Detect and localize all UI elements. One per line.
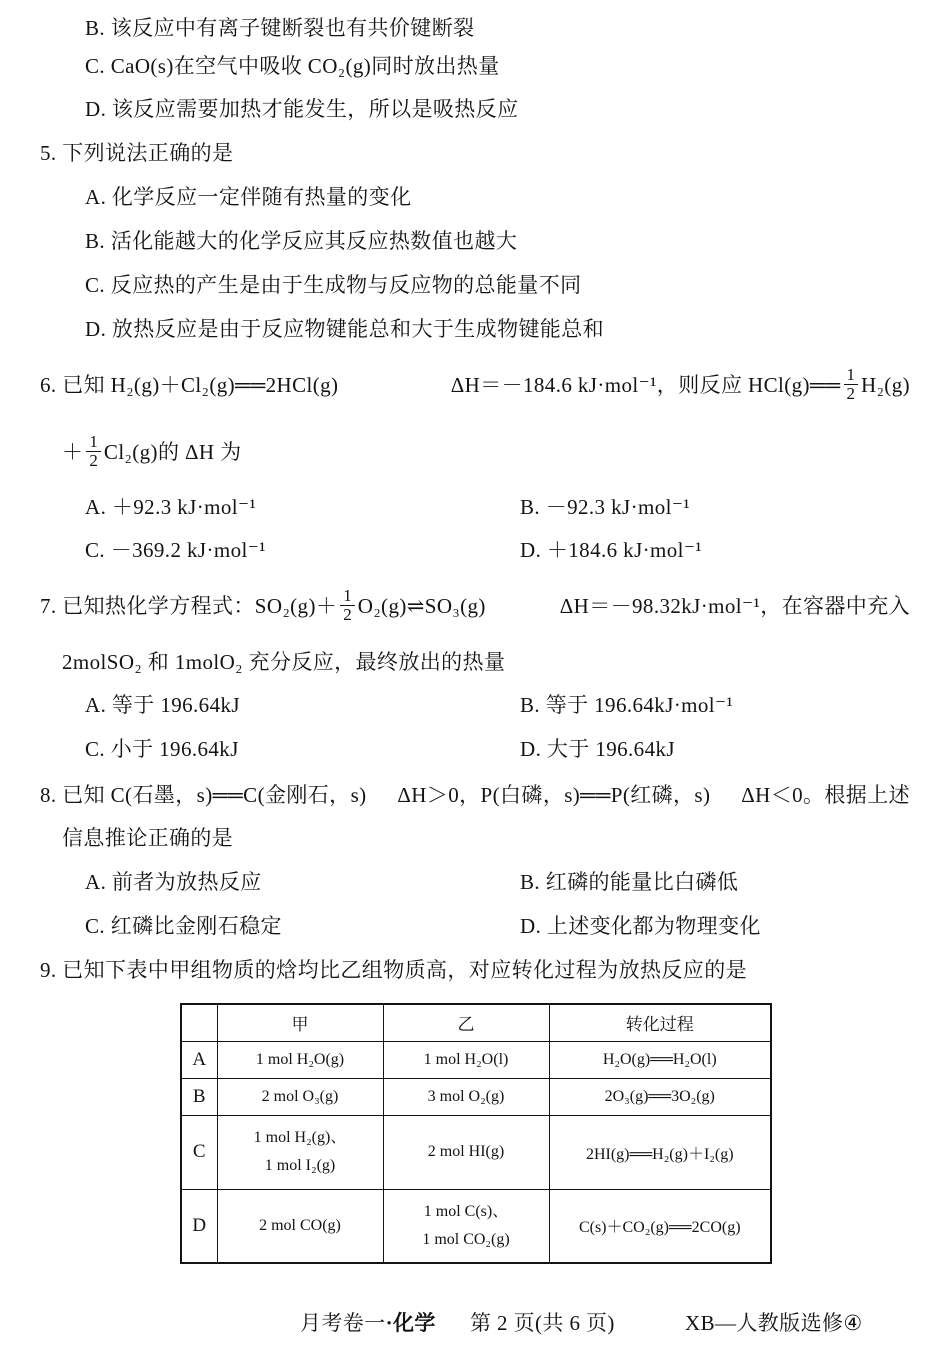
- cell-text: 1 mol CO₂(g): [422, 1230, 510, 1248]
- cell-text: 1 mol H₂O(l): [423, 1050, 509, 1068]
- q8-enthalpy-sign: ΔH＜0。根据上述: [741, 783, 910, 807]
- cell-text: 2 mol CO(g): [259, 1216, 341, 1234]
- plus-sign: ＋: [62, 440, 84, 464]
- row-label: A: [181, 1041, 217, 1078]
- q7-option-d: D. 大于 196.64kJ: [520, 737, 675, 761]
- q7-equilibrium-equation: O₂(g)⇌SO₃(g): [357, 594, 486, 618]
- q8-stem-line-1: [40, 783, 910, 807]
- q6-product-h2: H₂(g): [861, 373, 910, 397]
- q6-stem-line-2: [62, 432, 242, 470]
- table-header-row: [181, 1004, 771, 1041]
- q8-stem-line-2: 信息推论正确的是: [62, 826, 234, 850]
- row-label: B: [181, 1078, 217, 1115]
- fraction-denominator: 2: [89, 451, 98, 470]
- cell-yi: [383, 1041, 549, 1078]
- table-header-group-jia: 甲: [217, 1004, 383, 1041]
- q7-option-b: B. 等于 196.64kJ·mol⁻¹: [520, 693, 734, 717]
- cell-text: 2 mol O₃(g): [261, 1087, 339, 1105]
- q6-product-cl2-question: Cl₂(g)的 ΔH 为: [103, 440, 242, 464]
- q7-enthalpy-and-condition: ΔH＝－98.32kJ·mol⁻¹，在容器中充入: [559, 594, 910, 618]
- fraction-one-half: [844, 366, 859, 403]
- cell-process: 2HI(g)══H₂(g)＋I₂(g): [549, 1115, 771, 1189]
- q6-option-d: D. ＋184.6 kJ·mol⁻¹: [520, 538, 703, 562]
- table-header-process: 转化过程: [549, 1004, 771, 1041]
- table-row: [181, 1078, 771, 1115]
- fraction-one-half: [340, 587, 355, 624]
- q6-stem-line-1: [40, 365, 910, 403]
- q4-option-b: B. 该反应中有离子键断裂也有共价键断裂: [85, 16, 475, 40]
- q7-thermochemical-equation: [40, 586, 486, 624]
- footer-subject: ·化学: [385, 1311, 436, 1335]
- fraction-denominator: 2: [343, 605, 352, 624]
- q8-option-c: C. 红磷比金刚石稳定: [85, 914, 282, 938]
- q6-target-reaction: [450, 365, 910, 403]
- q6-option-b: B. －92.3 kJ·mol⁻¹: [520, 495, 691, 519]
- q6-option-a: A. ＋92.3 kJ·mol⁻¹: [85, 495, 257, 519]
- q7-option-a: A. 等于 196.64kJ: [85, 693, 240, 717]
- q8-option-b: B. 红磷的能量比白磷低: [520, 870, 739, 894]
- cell-jia: [217, 1041, 383, 1078]
- q7-stem-line-1: [40, 586, 910, 624]
- q4-option-d: D. 该反应需要加热才能发生，所以是吸热反应: [85, 97, 519, 121]
- q6-given-equation: 6. 已知 H₂(g)＋Cl₂(g)══2HCl(g): [40, 373, 339, 397]
- cell-yi: [383, 1115, 549, 1189]
- row-label: D: [181, 1189, 217, 1263]
- q6-enthalpy-and-reaction: ΔH＝－184.6 kJ·mol⁻¹，则反应 HCl(g)══: [450, 373, 841, 397]
- footer-exam-title: [300, 1311, 436, 1335]
- q8-option-a: A. 前者为放热反应: [85, 870, 262, 894]
- cell-text: 1 mol H₂(g)、: [253, 1129, 347, 1146]
- row-label: C: [181, 1115, 217, 1189]
- cell-jia: [217, 1078, 383, 1115]
- fraction-denominator: 2: [846, 384, 856, 403]
- fraction-numerator: 1: [844, 366, 859, 385]
- q5-option-c: C. 反应热的产生是由于生成物与反应物的总能量不同: [85, 273, 582, 297]
- q7-option-c: C. 小于 196.64kJ: [85, 737, 239, 761]
- cell-process: C(s)＋CO₂(g)══2CO(g): [549, 1189, 771, 1263]
- cell-process: 2O₃(g)══3O₂(g): [549, 1078, 771, 1115]
- table-header-group-yi: 乙: [383, 1004, 549, 1041]
- cell-process: H₂O(g)══H₂O(l): [549, 1041, 771, 1078]
- cell-text: 1 mol I₂(g): [264, 1157, 336, 1174]
- footer-edition: XB—人教版选修④: [685, 1311, 863, 1335]
- table-row: [181, 1041, 771, 1078]
- cell-yi: [383, 1078, 549, 1115]
- q9-stem: 9. 已知下表中甲组物质的焓均比乙组物质高，对应转化过程为放热反应的是: [40, 958, 747, 982]
- q8-graphite-diamond: 8. 已知 C(石墨，s)══C(金刚石，s): [40, 783, 367, 807]
- q8-phosphorus-conversion: ΔH＞0，P(白磷，s)══P(红磷，s): [397, 783, 711, 807]
- q5-stem: 5. 下列说法正确的是: [40, 141, 234, 165]
- footer-exam-name: 月考卷一: [300, 1311, 386, 1335]
- footer-page-number: 第 2 页(共 6 页): [470, 1311, 615, 1335]
- table-row: [181, 1189, 771, 1263]
- cell-jia: [217, 1189, 383, 1263]
- fraction-numerator: 1: [86, 433, 101, 452]
- cell-yi: [383, 1189, 549, 1263]
- cell-text: 1 mol C(s)、: [423, 1202, 509, 1220]
- q5-option-d: D. 放热反应是由于反应物键能总和大于生成物键能总和: [85, 317, 605, 341]
- enthalpy-comparison-table: [180, 1003, 772, 1264]
- q7-stem-intro: 7. 已知热化学方程式：SO₂(g)＋: [40, 594, 338, 618]
- cell-jia: [217, 1115, 383, 1189]
- q5-option-b: B. 活化能越大的化学反应其反应热数值也越大: [85, 229, 518, 253]
- q4-option-c: C. CaO(s)在空气中吸收 CO₂(g)同时放出热量: [85, 54, 500, 78]
- cell-text: 2 mol HI(g): [427, 1143, 505, 1160]
- q7-stem-line-2: 2molSO₂ 和 1molO₂ 充分反应，最终放出的热量: [62, 650, 506, 674]
- q5-option-a: A. 化学反应一定伴随有热量的变化: [85, 185, 412, 209]
- q6-option-c: C. －369.2 kJ·mol⁻¹: [85, 538, 266, 562]
- q8-option-d: D. 上述变化都为物理变化: [520, 914, 761, 938]
- cell-text: 1 mol H₂O(g): [255, 1050, 345, 1068]
- fraction-numerator: 1: [340, 587, 355, 606]
- table-row: [181, 1115, 771, 1189]
- table-header-blank: [181, 1004, 217, 1041]
- fraction-one-half: [86, 433, 101, 470]
- cell-text: 3 mol O₂(g): [427, 1087, 505, 1105]
